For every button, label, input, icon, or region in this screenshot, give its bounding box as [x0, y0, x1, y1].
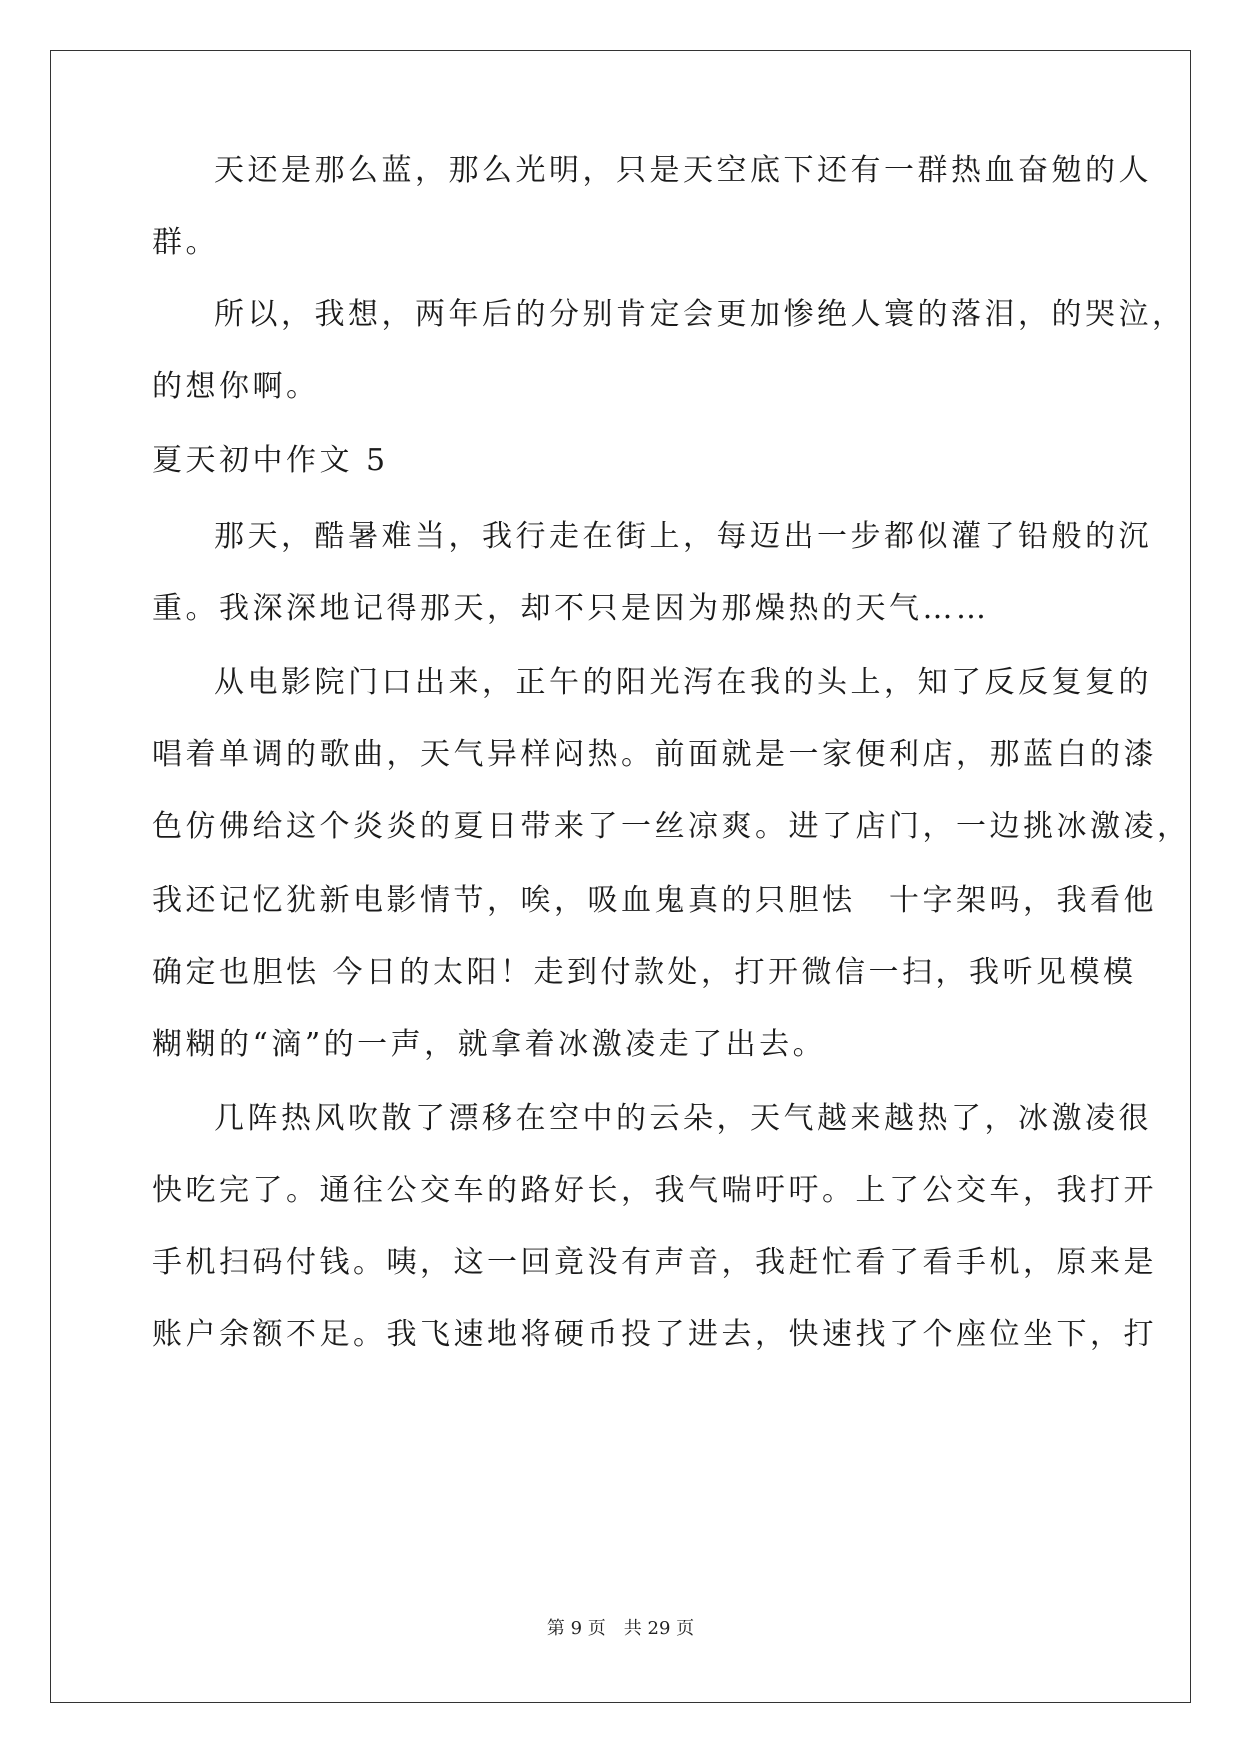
text-line: 那天，酷暑难当，我行走在街上，每迈出一步都似灌了铅般的沉 [214, 519, 1152, 554]
text-line: 我还记忆犹新电影情节，唉，吸血鬼真的只胆怯 十字架吗，我看他 [152, 883, 1157, 918]
text-line: 群。 [152, 225, 219, 260]
text-line: 天还是那么蓝，那么光明，只是天空底下还有一群热血奋勉的人 [214, 153, 1152, 188]
text-line: 确定也胆怯 今日的太阳！走到付款处，打开微信一扫，我听见模模 [152, 955, 1137, 990]
text-line: 的想你啊。 [152, 369, 320, 404]
text-line: 重。我深深地记得那天，却不只是因为那燥热的天气…… [152, 591, 990, 626]
text-line: 从电影院门口出来，正午的阳光泻在我的头上，知了反反复复的 [214, 665, 1152, 700]
text-line: 账户余额不足。我飞速地将硬币投了进去，快速找了个座位坐下，打 [152, 1317, 1157, 1352]
text-line: 快吃完了。通往公交车的路好长，我气喘吁吁。上了公交车，我打开 [152, 1173, 1157, 1208]
text-line: 手机扫码付钱。咦，这一回竟没有声音，我赶忙看了看手机，原来是 [152, 1245, 1157, 1280]
page-number-footer: 第 9 页 共 29 页 [546, 1618, 695, 1639]
text-line: 几阵热风吹散了漂移在空中的云朵，天气越来越热了，冰激凌很 [214, 1101, 1152, 1136]
text-line: 色仿佛给这个炎炎的夏日带来了一丝凉爽。进了店门，一边挑冰激凌， [152, 809, 1191, 844]
text-line: 唱着单调的歌曲，天气异样闷热。前面就是一家便利店，那蓝白的漆 [152, 737, 1157, 772]
text-line: 所以，我想，两年后的分别肯定会更加惨绝人寰的落泪，的哭泣， [214, 297, 1186, 332]
text-line: 糊糊的“滴”的一声，就拿着冰激凌走了出去。 [152, 1027, 827, 1062]
section-heading: 夏天初中作文 5 [152, 443, 389, 478]
